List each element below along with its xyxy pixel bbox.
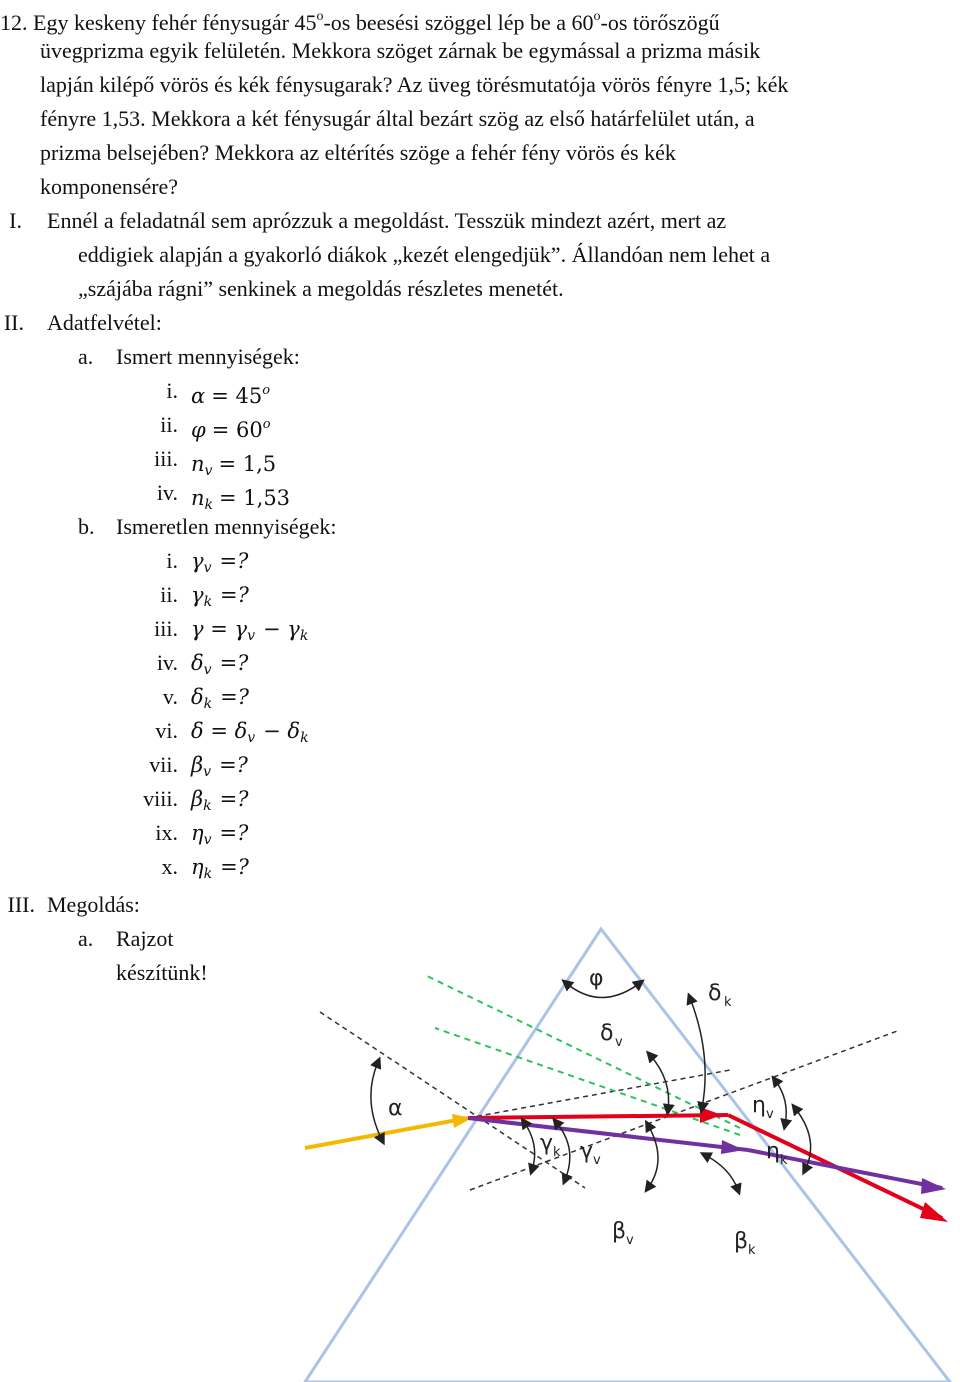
formula-subscript: k <box>203 798 212 814</box>
section-1-line-2: eddigiek alapján a gyakorló diákok „kezét elengedjük”. Állandóan nem lehet a <box>78 242 771 267</box>
unknown-item-number: vii. <box>149 752 178 777</box>
gamma-v-label: γ <box>580 1139 594 1164</box>
beta-v-label: β <box>612 1219 627 1244</box>
formula-rhs: =? <box>220 685 249 709</box>
formula-rhs: =? <box>219 821 249 845</box>
problem-line-4: fényre 1,53. Mekkora a két fénysugár által bezárt szög az első határfelület után, a <box>40 106 755 131</box>
known-item-number: iii. <box>154 446 178 471</box>
delta-v-sub: v <box>615 1035 623 1050</box>
formula-rhs: − γ <box>262 617 300 641</box>
unknown-item-number: i. <box>166 548 178 573</box>
red-ray-inside <box>468 1115 728 1118</box>
problem-text-c: -os törőszögű <box>600 10 720 35</box>
unknown-item-number: iii. <box>154 616 178 641</box>
eta-k-sub: k <box>780 1153 788 1168</box>
gamma-k-sub: k <box>553 1145 561 1160</box>
red-back-extension <box>425 975 740 1128</box>
gamma-k-label: γ <box>540 1131 554 1156</box>
formula-subscript: k <box>203 866 213 882</box>
incident-ray <box>305 1118 468 1148</box>
beta-v-sub: v <box>626 1233 634 1248</box>
problem-line-6: komponensére? <box>40 174 179 199</box>
formula-symbol: η <box>191 821 204 845</box>
formula-subscript: k <box>203 594 213 610</box>
formula-subscript-2: k <box>299 628 309 644</box>
formula-symbol: β <box>191 787 204 811</box>
degree-mark: o <box>593 9 601 24</box>
formula-value: = 45 <box>211 384 263 408</box>
beta-k-arc <box>705 1155 738 1190</box>
problem-line-2: üvegprizma egyik felületén. Mekkora szöget zárnak be egymással a prizma másik <box>40 38 761 63</box>
phi-label: φ <box>589 966 604 991</box>
beta-k-label: β <box>734 1229 749 1254</box>
formula-subscript: v <box>203 832 212 848</box>
section-2-numeral: II. <box>3 310 24 335</box>
beta-k-sub: k <box>748 1243 756 1258</box>
formula-rhs: =? <box>220 583 249 607</box>
section-3-numeral: III. <box>7 892 35 917</box>
known-item-number: ii. <box>160 412 178 437</box>
section-3-title: Megoldás: <box>47 892 140 917</box>
formula-rhs: − δ <box>263 719 301 743</box>
unknown-item-number: viii. <box>143 786 178 811</box>
formula-symbol: n <box>191 452 205 476</box>
formula-rhs: =? <box>219 753 248 777</box>
eta-v-arc <box>775 1080 786 1125</box>
eta-v-label: η <box>752 1093 766 1118</box>
incident-extension <box>468 1070 730 1118</box>
unknown-item-number: vi. <box>155 718 178 743</box>
formula-rhs: =? <box>219 549 249 573</box>
formula-symbol: δ = δ <box>191 719 248 743</box>
prism-outline <box>305 929 950 1382</box>
formula-symbol: β <box>191 753 204 777</box>
alpha-arc <box>371 1062 382 1140</box>
formula-subscript: v <box>247 628 255 644</box>
delta-v-label: δ <box>600 1021 614 1046</box>
delta-k-sub: k <box>724 995 732 1010</box>
formula-subscript: v <box>203 764 212 780</box>
unknown-item-number: x. <box>161 854 178 879</box>
formula-subscript: k <box>204 497 214 513</box>
red-inside-arrowhead <box>700 1107 722 1123</box>
formula-subscript: v <box>203 560 212 576</box>
formula-symbol: γ <box>191 549 204 573</box>
delta-v-arc <box>650 1055 669 1110</box>
entry-normal <box>320 1012 585 1188</box>
known-item-number: iv. <box>156 480 178 505</box>
unknown-title: Ismeretlen mennyiségek: <box>116 514 337 539</box>
eta-v-sub: v <box>766 1107 774 1122</box>
formula-subscript: v <box>204 463 213 479</box>
formula-symbol: n <box>191 486 205 510</box>
red-exit-arrowhead <box>920 1202 948 1222</box>
blue-exit-arrowhead <box>921 1178 946 1194</box>
problem-text-b: -os beesési szöggel lép be a 60 <box>323 10 594 35</box>
problem-text-a: 12. Egy keskeny fehér fénysugár 45 <box>0 10 317 35</box>
beta-v-arc <box>648 1125 658 1188</box>
degree-mark: o <box>316 9 324 24</box>
formula-symbol: δ <box>191 651 204 675</box>
section-1-numeral: I. <box>9 208 22 233</box>
unknown-item-number: iv. <box>156 650 178 675</box>
step-marker: a. <box>78 926 94 951</box>
delta-k-label: δ <box>708 981 722 1006</box>
gamma-v-sub: v <box>593 1153 601 1168</box>
formula-rhs: =? <box>220 855 249 879</box>
section-1-line-1: Ennél a feladatnál sem aprózzuk a megoldást. Tesszük mindezt azért, mert az <box>47 208 727 233</box>
formula-subscript-2: k <box>300 730 309 746</box>
known-item-number: i. <box>166 378 178 403</box>
known-title: Ismert mennyiségek: <box>116 344 300 369</box>
formula-subscript: k <box>203 696 213 712</box>
section-1-line-3: „szájába rágni” senkinek a megoldás részletes menetét. <box>78 276 564 301</box>
formula-symbol: γ <box>191 583 204 607</box>
formula-value: = 60 <box>211 418 263 442</box>
formula-symbol: γ = γ <box>191 617 248 641</box>
formula-subscript: v <box>247 730 256 746</box>
formula-superscript: o <box>262 383 271 398</box>
problem-line-3: lapján kilépő vörös és kék fénysugarak? Az üveg törésmutatója vörös fényre 1,5; kék <box>40 72 789 97</box>
formula-subscript: v <box>203 662 212 678</box>
known-marker: a. <box>78 344 94 369</box>
unknown-item-number: ix. <box>155 820 178 845</box>
step-line-2: készítünk! <box>116 960 208 985</box>
unknown-marker: b. <box>78 514 95 539</box>
formula-symbol: η <box>191 855 204 879</box>
gamma-k-arc <box>524 1122 535 1170</box>
formula-rhs: =? <box>219 787 249 811</box>
formula-superscript: o <box>262 417 271 432</box>
formula-value: = 1,5 <box>218 452 277 476</box>
blue-inside-arrowhead <box>721 1140 744 1154</box>
formula-symbol: α <box>191 384 206 408</box>
unknown-item-number: v. <box>162 684 178 709</box>
eta-k-label: η <box>766 1139 780 1164</box>
section-2-title: Adatfelvétel: <box>47 310 162 335</box>
formula-rhs: =? <box>219 651 249 675</box>
formula-symbol: φ <box>191 418 206 442</box>
formula-symbol: δ <box>191 685 204 709</box>
formula-value: = 1,53 <box>219 486 291 510</box>
alpha-label: α <box>388 1096 403 1121</box>
problem-line-5: prizma belsejében? Mekkora az eltérítés szöge a fehér fény vörös és kék <box>40 140 676 165</box>
unknown-item-number: ii. <box>160 582 178 607</box>
step-line-1: Rajzot <box>116 926 174 951</box>
